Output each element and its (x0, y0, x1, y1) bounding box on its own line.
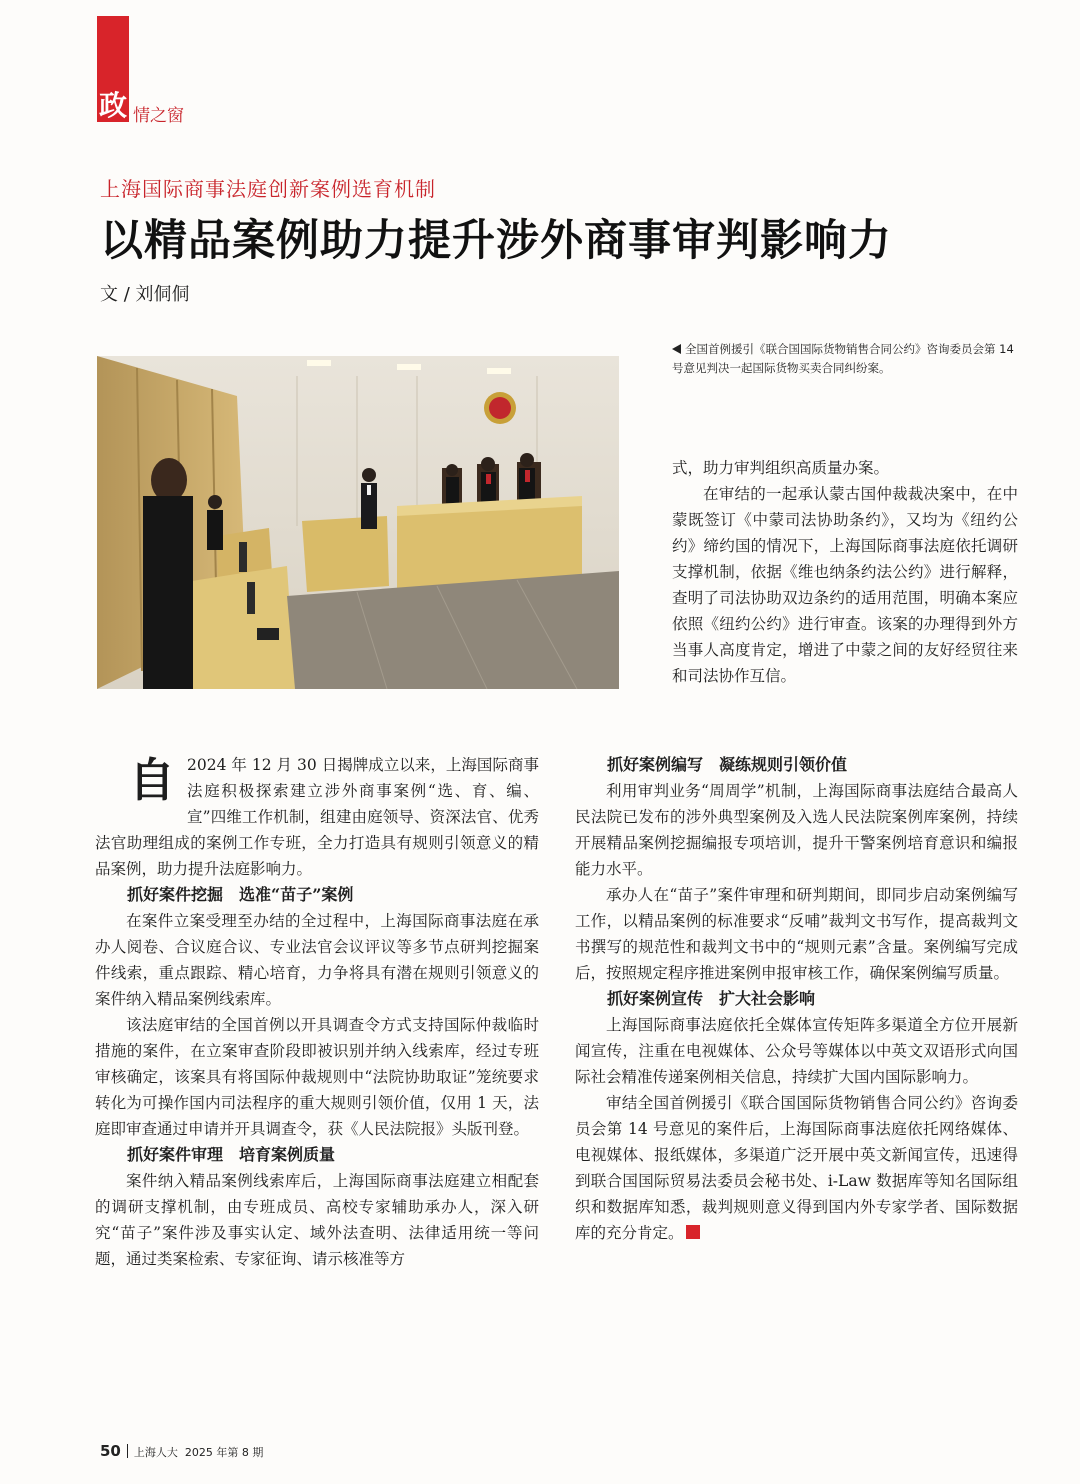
drop-cap: 自 (129, 753, 175, 807)
photo-caption-text: 全国首例援引《联合国国际货物销售合同公约》咨询委员会第 14 号意见判决一起国际货物买卖合同纠纷案。 (672, 342, 1014, 375)
section-char: 政 (98, 89, 127, 122)
paragraph: 承办人在“苗子”案件审理和研判期间，即同步启动案例编写工作，以精品案例的标准要求“反哺”裁判文书写作，提高裁判文书撰写的规范性和裁判文书中的“规则元素”含量。案例编写完成后，按照规定程序推进案例申报审核工作，确保案例编写质量。 (575, 886, 1018, 982)
article-headline: 以精品案例助力提升涉外商事审判影响力 (100, 216, 892, 266)
courtroom-photo (97, 356, 619, 689)
paragraph (575, 1090, 1018, 1246)
end-mark-icon (686, 1225, 700, 1239)
magazine-name: 上海人大 (133, 1446, 178, 1459)
section-heading: 抓好案件审理 培育案例质量 (127, 1145, 336, 1164)
paragraph: 案件纳入精品案例线索库后，上海国际商事法庭建立相配套的调研支撑机制，由专班成员、高校专家辅助承办人，深入研究“苗子”案件涉及事实认定、域外法查明、法律适用统一等问题，通过类案检索、专家征询、请示核准等方 (95, 1172, 539, 1268)
final-paragraph-text: 审结全国首例援引《联合国国际货物销售合同公约》咨询委员会第 14 号意见的案件后，上海国际商事法庭依托网络媒体、电视媒体、报纸媒体，多渠道广泛开展中英文新闻宣传，迅速得到联合国国际贸易法委员会秘书处、i-Law 数据库等知名国际组织和数据库知悉，裁判规则意义得到国内外专家学者、国际数据库的充分肯定。 (575, 1094, 1018, 1242)
section-label: 情之窗 (133, 106, 184, 126)
left-column (95, 752, 539, 1272)
caption-pointer-icon (672, 344, 681, 354)
right-column (575, 752, 1018, 1246)
intro-paragraph (95, 752, 539, 882)
article-byline: 文 / 刘侗侗 (100, 284, 190, 305)
paragraph: 在案件立案受理至办结的全过程中，上海国际商事法庭在承办人阅卷、合议庭合议、专业法官会议评议等多节点研判挖掘案件线索，重点跟踪、精心培育，力争将具有潜在规则引领意义的案件纳入精品案例线索库。 (95, 912, 539, 1008)
page-number: 50 (100, 1442, 121, 1460)
footer-divider (127, 1444, 128, 1458)
section-heading: 抓好案例宣传 扩大社会影响 (607, 989, 816, 1008)
section-heading: 抓好案件挖掘 选准“苗子”案例 (127, 885, 354, 904)
courtroom-illustration (97, 356, 619, 689)
right-column-top (672, 455, 1018, 689)
paragraph: 式，助力审判组织高质量办案。 (672, 459, 890, 477)
page-footer (100, 1442, 263, 1460)
paragraph: 在审结的一起承认蒙古国仲裁裁决案中，在中蒙既签订《中蒙司法协助条约》，又均为《纽约公约》缔约国的情况下，上海国际商事法庭依托调研支撑机制，依据《维也纳条约法公约》进行解释，查明了司法协助双边条约的适用范围，明确本案应依照《纽约公约》进行审查。该案的办理得到外方当事人高度肯定，增进了中蒙之间的友好经贸往来和司法协作互信。 (672, 485, 1018, 685)
section-heading: 抓好案例编写 凝练规则引领价值 (607, 755, 848, 774)
paragraph: 该法庭审结的全国首例以开具调查令方式支持国际仲裁临时措施的案件，在立案审查阶段即被识别并纳入线索库，经过专班审核确定，该案具有将国际仲裁规则中“法院协助取证”笼统要求转化为可操作国内司法程序的重大规则引领价值，仅用 1 天，法庭即审查通过申请并开具调查令，获《人民法院报》头版刊登。 (95, 1016, 539, 1138)
article-kicker: 上海国际商事法庭创新案例选育机制 (100, 177, 436, 201)
photo-caption (672, 340, 1022, 378)
intro-text: 2024 年 12 月 30 日揭牌成立以来，上海国际商事法庭积极探索建立涉外商事案例“选、育、编、宣”四维工作机制，组建由庭领导、资深法官、优秀法官助理组成的案例工作专班，全力打造具有规则引领意义的精品案例，助力提升法庭影响力。 (95, 756, 539, 878)
issue-label: 2025 年第 8 期 (184, 1446, 264, 1459)
paragraph: 利用审判业务“周周学”机制，上海国际商事法庭结合最高人民法院已发布的涉外典型案例及入选人民法院案例库案例，持续开展精品案例挖掘编报专项培训，提升干警案例培育意识和编报能力水平。 (575, 782, 1018, 878)
paragraph: 上海国际商事法庭依托全媒体宣传矩阵多渠道全方位开展新闻宣传，注重在电视媒体、公众号等媒体以中英文双语形式向国际社会精准传递案例相关信息，持续扩大国内国际影响力。 (575, 1016, 1018, 1086)
